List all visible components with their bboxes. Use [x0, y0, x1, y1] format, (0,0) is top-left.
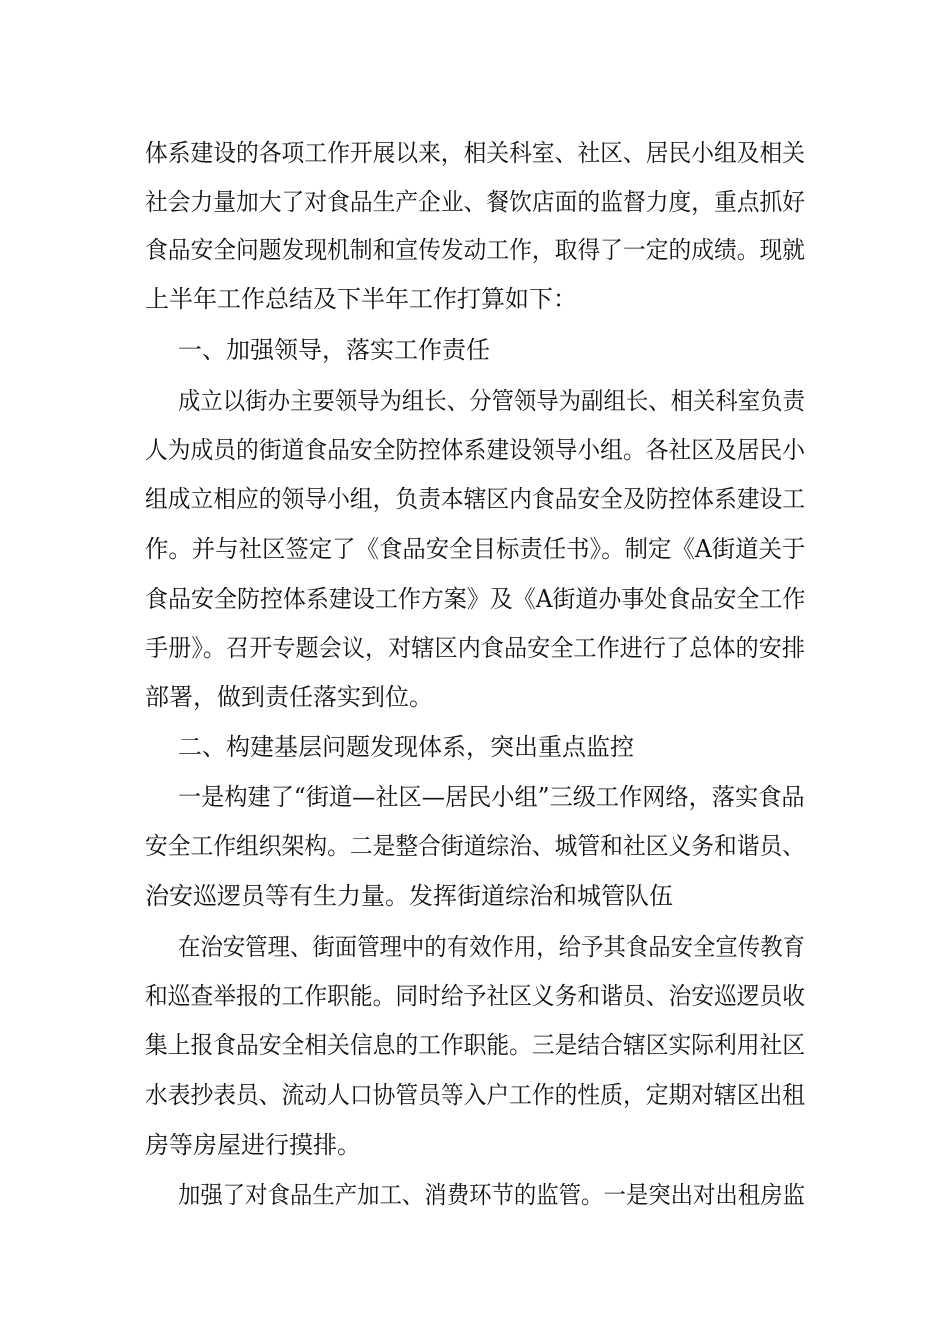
line-text: 上半年工作总结及下半年工作打算如下： — [145, 285, 577, 313]
text-line — [0, 878, 950, 914]
line-text: 体系建设的各项工作开展以来，相关科室、社区、居民小组及相关 — [145, 139, 806, 167]
text-line — [0, 481, 950, 517]
line-text: 房等房屋进行摸排。 — [145, 1131, 361, 1159]
line-text: 集上报食品安全相关信息的工作职能。三是结合辖区实际利用社区 — [145, 1031, 806, 1059]
line-text: 加强了对食品生产加工、消费环节的监管。一是突出对出租房监 — [178, 1181, 805, 1209]
section-heading — [0, 332, 950, 368]
text-line — [0, 184, 950, 220]
line-text: 组成立相应的领导小组，负责本辖区内食品安全及防控体系建设工 — [145, 485, 806, 513]
text-line — [0, 432, 950, 468]
text-line — [0, 1177, 950, 1213]
line-text: 食品安全问题发现机制和宣传发动工作，取得了一定的成绩。现就 — [145, 236, 806, 264]
text-line — [0, 679, 950, 715]
text-line — [0, 1027, 950, 1063]
line-text: 人为成员的街道食品安全防控体系建设领导小组。各社区及居民小 — [145, 436, 806, 464]
text-line — [0, 383, 950, 419]
line-text: 食品安全防控体系建设工作方案》及《A街道办事处食品安全工作 — [145, 585, 806, 613]
heading-text: 二、构建基层问题发现体系，突出重点监控 — [178, 733, 634, 761]
text-line — [0, 978, 950, 1014]
text-line — [0, 1127, 950, 1163]
line-text: 一是构建了“街道—社区—居民小组”三级工作网络，落实食品 — [178, 783, 805, 811]
line-text: 在治安管理、街面管理中的有效作用，给予其食品安全宣传教育 — [178, 933, 805, 961]
line-text: 和巡查举报的工作职能。同时给予社区义务和谐员、治安巡逻员收 — [145, 982, 806, 1010]
text-line — [0, 1077, 950, 1113]
line-text: 安全工作组织架构。二是整合街道综治、城管和社区义务和谐员、 — [145, 832, 806, 860]
text-line — [0, 281, 950, 317]
text-line — [0, 779, 950, 815]
line-text: 水表抄表员、流动人口协管员等入户工作的性质，定期对辖区出租 — [145, 1081, 806, 1109]
line-text: 社会力量加大了对食品生产企业、餐饮店面的监督力度，重点抓好 — [145, 188, 806, 216]
text-line — [0, 232, 950, 268]
heading-text: 一、加强领导，落实工作责任 — [178, 336, 490, 364]
text-line — [0, 581, 950, 617]
section-heading — [0, 729, 950, 765]
line-text: 部署，做到责任落实到位。 — [145, 683, 433, 711]
line-text: 治安巡逻员等有生力量。发挥街道综治和城管队伍 — [145, 882, 673, 910]
text-line — [0, 630, 950, 666]
line-text: 成立以街办主要领导为组长、分管领导为副组长、相关科室负责 — [178, 387, 805, 415]
text-line — [0, 828, 950, 864]
text-line — [0, 135, 950, 171]
line-text: 作。并与社区签定了《食品安全目标责任书》。制定《A街道关于 — [145, 535, 806, 563]
line-text: 手册》。召开专题会议，对辖区内食品安全工作进行了总体的安排 — [145, 634, 805, 662]
text-line — [0, 929, 950, 965]
text-line — [0, 531, 950, 567]
